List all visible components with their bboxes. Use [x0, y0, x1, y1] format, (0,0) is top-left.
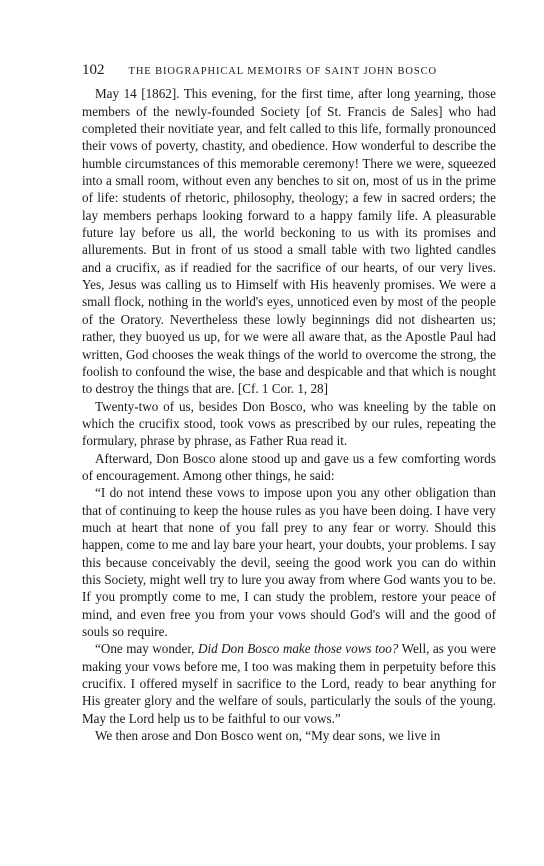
paragraph-vows-ceremony: May 14 [1862]. This evening, for the first time, after long yearning, those members of the newly-founded Society [of St. Francis de Sales] who had completed their novitiate year, and felt called to this life, formally pronounced their vows of poverty, chastity, and obedience. How wonderful to describe the humble circumstances of this memorable ceremony! There we were, squeezed into a small room, without even any benches to sit on, most of us in the prime of life: students of rhetoric, philosophy, theology; a few in sacred orders; the lay members perhaps looking forward to a happy family life. A pleasurable future lay before us all, the world beckoning to us with its promises and allurements. But in front of us stood a small table with two lighted candles and a crucifix, as if readied for the sacrifice of our hearts, of our very lives. Yes, Jesus was calling us to Himself with His heavenly promises. We were a small flock, nothing in the world's eyes, unnoticed even by most of the people of the Oratory. Nevertheless these lowly beginnings did not dishearten us; rather, they buoyed us up, for we were all aware that, as the Apostle Paul had written, God chooses the weak things of the world to overcome the strong, the foolish to confound the wise, the base and despicable and that which is nought to destroy the things that are. [Cf. 1 Cor. 1, 28]: [82, 86, 496, 397]
book-page: [82, 62, 496, 744]
page-number: 102: [82, 62, 105, 78]
running-title: THE BIOGRAPHICAL MEMOIRS OF SAINT JOHN BOSCO: [128, 66, 438, 77]
quote-emphasis-text: Did Don Bosco make those vows too?: [197, 641, 399, 657]
quote-lead-text: “One may wonder,: [95, 641, 198, 657]
paragraph-afterward: Afterward, Don Bosco alone stood up and gave us a few comforting words of encouragement. Among other things, he said:: [82, 450, 496, 483]
paragraph-quote-obligation: “I do not intend these vows to impose upon you any other obligation than that of continuing to keep the house rules as you have been doing. I have very much at heart that none of you fall prey to any fear or worry. Should this happen, come to me and lay bare your heart, your doubts, your problems. I say this because conceivably the devil, seeing the good work you can do within this Society, might well try to lure you away from where God wants you to be. If you promptly come to me, I can study the problem, restore your peace of mind, and even free you from your vows should God's will and the good of souls so require.: [82, 485, 496, 639]
paragraph-then-arose: We then arose and Don Bosco went on, “My dear sons, we live in: [95, 728, 441, 744]
paragraph-twenty-two: Twenty-two of us, besides Don Bosco, who was kneeling by the table on which the crucifix stood, took vows as prescribed by our rules, repeating the formulary, phrase by phrase, as Father Rua read it.: [82, 398, 496, 449]
paragraph-quote-did-don-bosco: [82, 640, 496, 727]
quote-rest-text: Well, as you were making your vows before me, I too was making them in perpetuity before this crucifix. I offered myself in sacrifice to the Lord, ready to bear anything for His greater glory and the welfare of souls, particularly the souls of the young. May the Lord help us to be faithful to our vows.”: [82, 641, 496, 726]
page-header: [82, 62, 496, 80]
